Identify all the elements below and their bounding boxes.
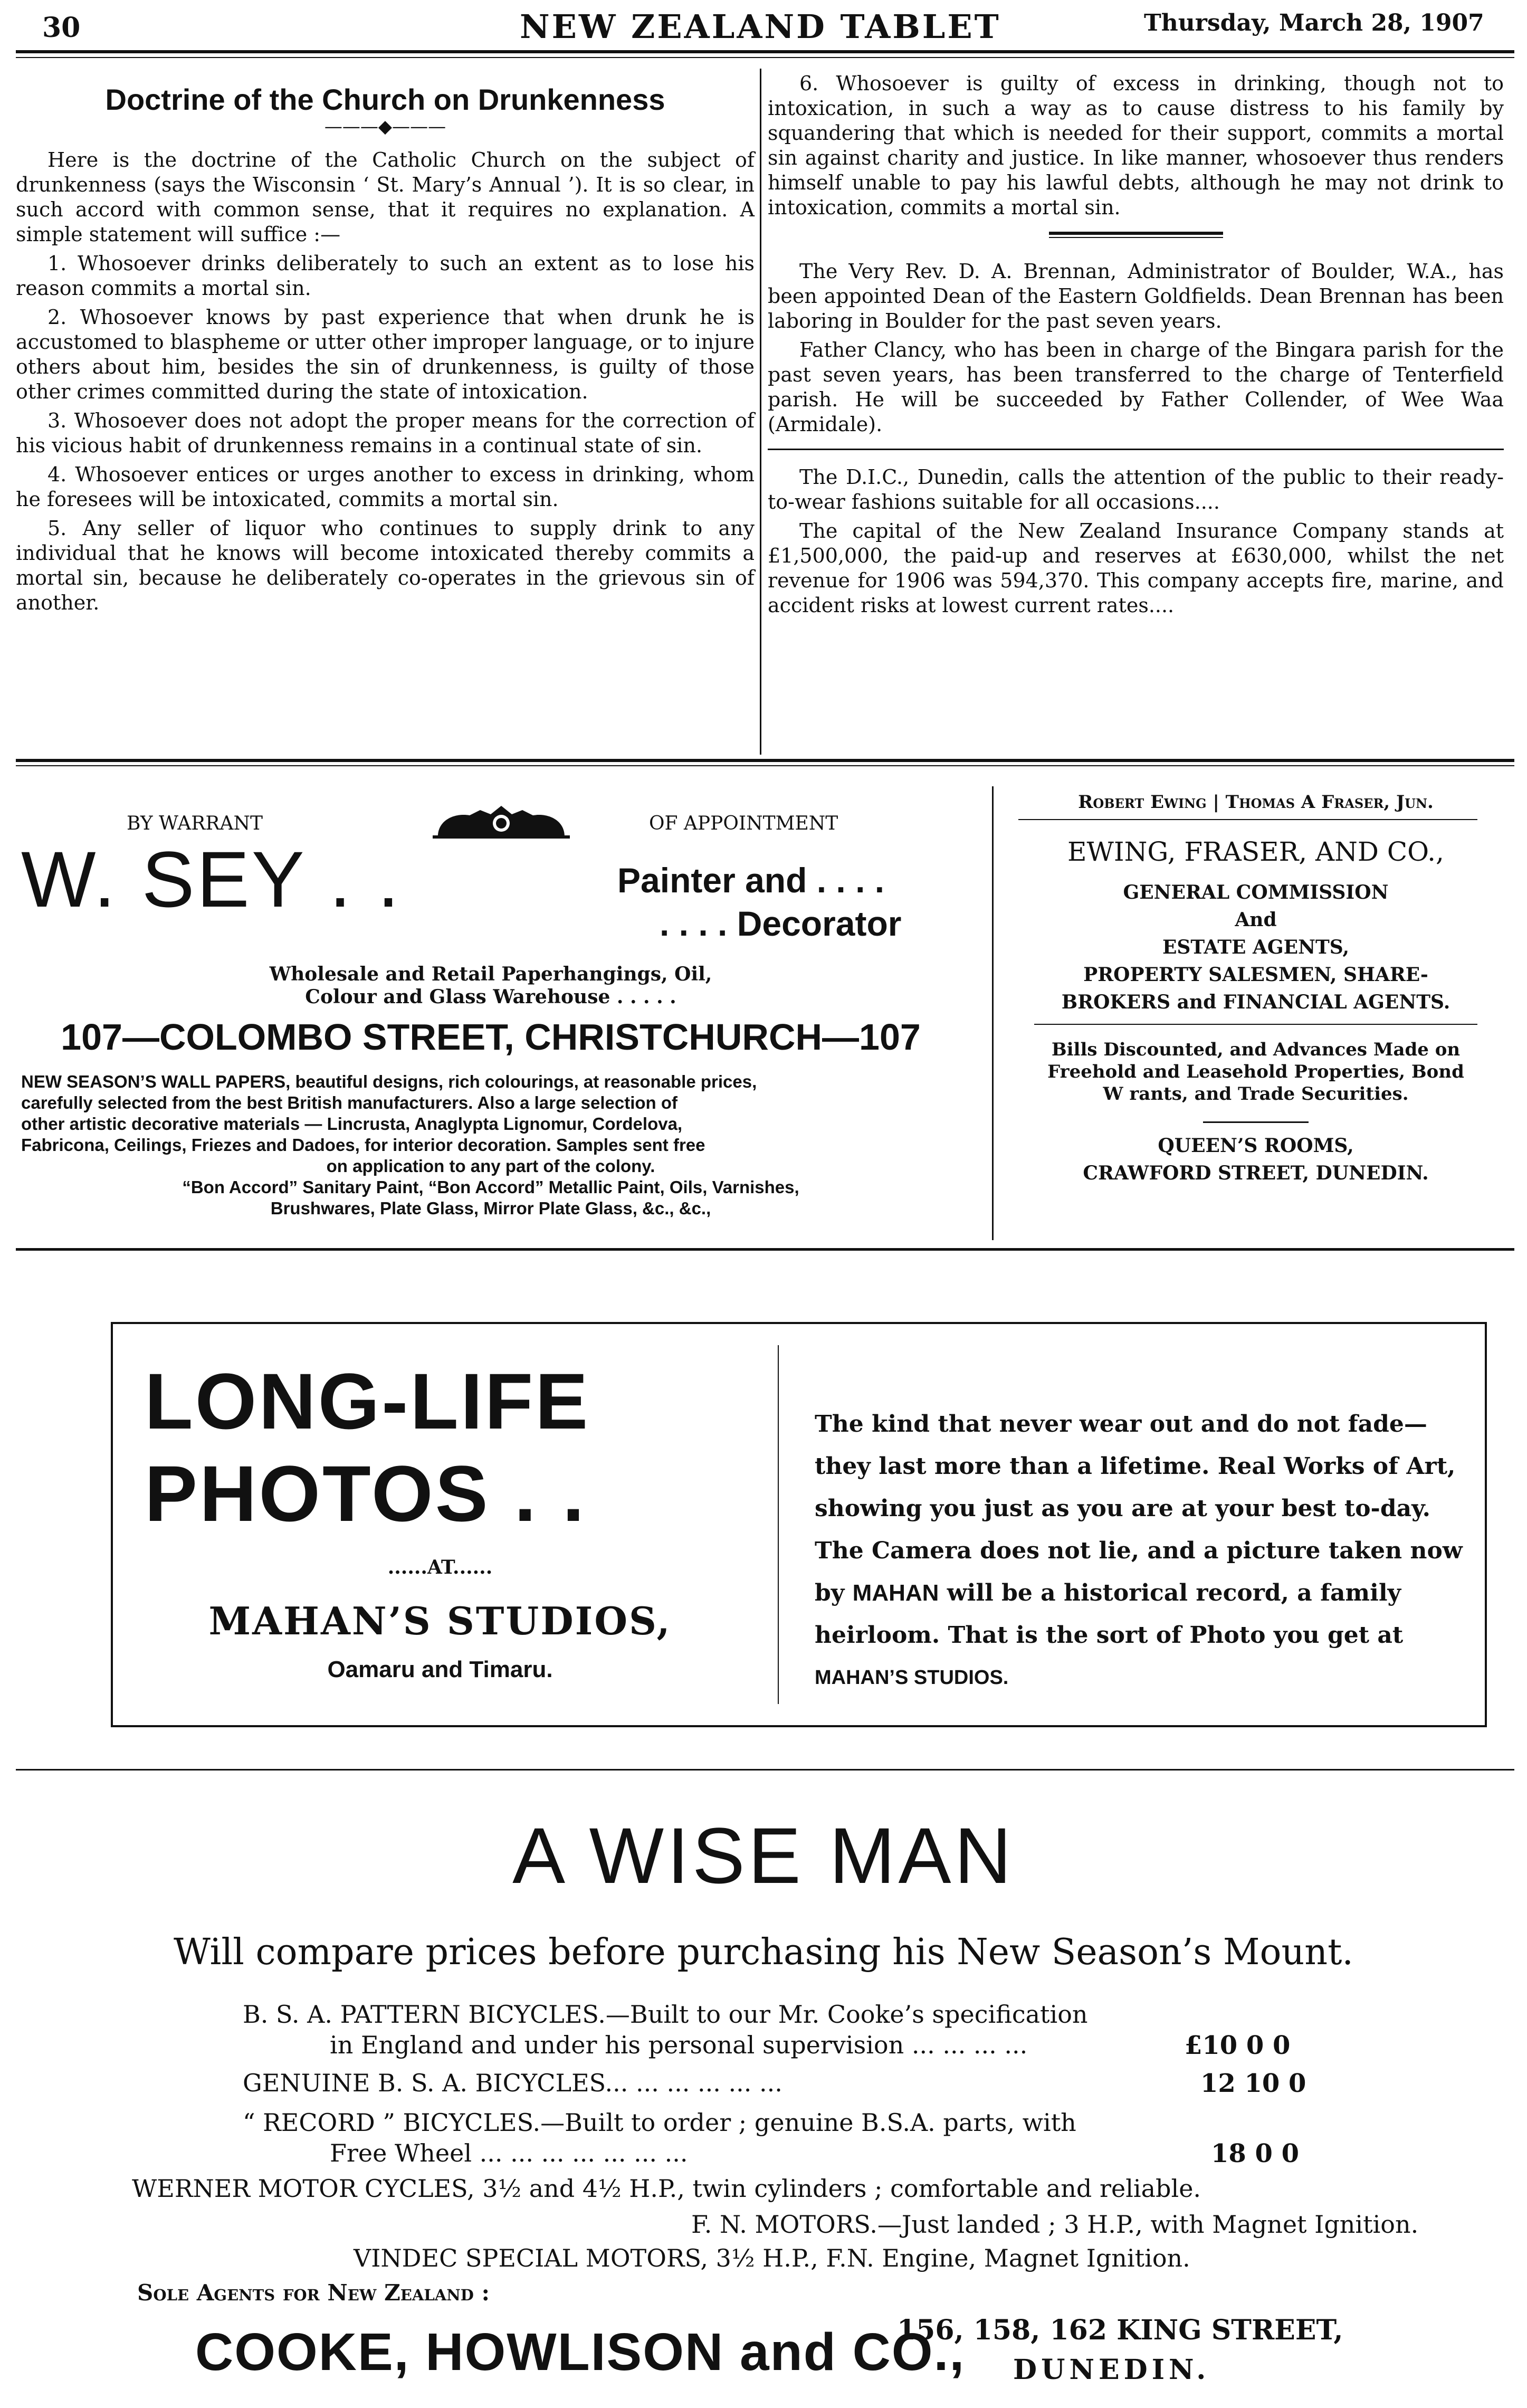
partner-names: Robert Ewing | Thomas A Fraser, Jun.	[1078, 792, 1434, 813]
mahan-copy-line: heirloom. That is the sort of Photo you get at	[815, 1622, 1404, 1649]
mahan-copy-line: showing you just as you are at your best to-day.	[815, 1495, 1430, 1522]
cooke-city: DUNEDIN.	[1013, 2354, 1210, 2386]
header-rule	[16, 50, 1514, 53]
mahan-at: ......AT......	[387, 1556, 493, 1578]
sey-body-line: carefully selected from the best British manufacturers. Also a large selection of	[21, 1093, 677, 1112]
column-divider	[760, 69, 761, 755]
price-item: WERNER MOTOR CYCLES, 3½ and 4½ H.P., twin cylinders ; comfortable and reliable.	[132, 2174, 1201, 2203]
painter-label: Painter and . . . .	[617, 861, 885, 900]
mahan-copy-word: will be a historical record, a family	[947, 1579, 1401, 1606]
mahan-advertisement	[111, 1322, 1487, 1727]
ewing-line: ESTATE AGENTS,	[1162, 936, 1350, 958]
ornament-divider: ———◆———	[324, 116, 446, 137]
ewing-bills-line: Bills Discounted, and Advances Made on	[1051, 1039, 1461, 1060]
price-item: F. N. MOTORS.—Just landed ; 3 H.P., with Magnet Ignition.	[691, 2210, 1419, 2239]
sey-body-line: on application to any part of the colony.	[326, 1156, 655, 1176]
ad-divider	[992, 786, 994, 1240]
separator	[1018, 819, 1477, 820]
ewing-advertisement	[1003, 786, 1509, 1240]
news-insurance: The capital of the New Zealand Insurance Company stands at £1,500,000, the paid-up and reserves at £630,000, whilst the net revenue for 1906 was 594,370. This company accepts fire, marine, and accident risks at lowest current rates....	[768, 519, 1504, 617]
publication-title: NEW ZEALAND TABLET	[520, 7, 1001, 46]
mahan-towns: Oamaru and Timaru.	[327, 1657, 553, 1682]
separator	[1034, 1024, 1477, 1025]
sey-name: W. SEY . .	[21, 835, 402, 924]
article-point-6: 6. Whosoever is guilty of excess in drinking, though not to intoxication, in such a way as to cause distress to his family by squandering that which is needed for their support, commits a mortal sin against charity and justice. In like manner, whosoever thus renders himself unable to pay his lawful debts, although he may not drink to intoxication, commits a mortal sin.	[768, 72, 1504, 219]
news-clancy: Father Clancy, who has been in charge of the Bingara parish for the past seven years, has been transferred to the charge of Tenterfield parish. He will be succeeded by Father Collender, of Wee Waa (Armidale).	[768, 338, 1504, 436]
ewing-location: QUEEN’S ROOMS,	[1158, 1135, 1354, 1157]
article	[16, 83, 755, 620]
cooke-street: 156, 158, 162 KING STREET,	[897, 2314, 1343, 2346]
article-point-1: 1. Whosoever drinks deliberately to such an extent as to lose his reason commits a mortal sin.	[16, 252, 755, 300]
price-item: “ RECORD ” BICYCLES.—Built to order ; genuine B.S.A. parts, with	[243, 2108, 1076, 2137]
article-intro: Here is the doctrine of the Catholic Church on the subject of drunkenness (says the Wisconsin ‘ St. Mary’s Annual ’). It is so clear, in such accord with common sense, that it requires no explanation. A simple statement will suffice :—	[16, 148, 755, 246]
mahan-copy-line: The Camera does not lie, and a picture taken now	[815, 1537, 1463, 1564]
ewing-line: BROKERS and FINANCIAL AGENTS.	[1061, 991, 1450, 1013]
wise-man-subhead: Will compare prices before purchasing his New Season’s Mount.	[173, 1931, 1354, 1973]
price-item: B. S. A. PATTERN BICYCLES.—Built to our Mr. Cooke’s specification	[243, 2000, 1088, 2029]
of-appointment: OF APPOINTMENT	[649, 813, 838, 834]
ewing-line: GENERAL COMMISSION	[1123, 881, 1389, 903]
ewing-bills	[1003, 1039, 1509, 1105]
news-dic: The D.I.C., Dunedin, calls the attention of the public to their ready-to-wear fashions suitable for all occasions....	[768, 465, 1504, 513]
firm-name: EWING, FRASER, AND CO.,	[1067, 836, 1444, 867]
separator-thin	[1049, 237, 1223, 238]
royal-coat-of-arms-icon	[422, 800, 580, 842]
mahan-copy-line: The kind that never wear out and do not fade—	[815, 1411, 1427, 1438]
separator	[1049, 232, 1223, 235]
article-point-5: 5. Any seller of liquor who continues to supply drink to any individual that he knows will become intoxicated thereby commits a mortal sin, because he deliberately co-operates in the grievous sin of another.	[16, 517, 755, 614]
ewing-line: PROPERTY SALESMEN, SHARE-	[1083, 964, 1428, 986]
mahan-copy	[815, 1403, 1474, 1699]
ewing-bills-line: Freehold and Leasehold Properties, Bond	[1047, 1061, 1464, 1082]
decorator-label: . . . . Decorator	[660, 904, 902, 943]
separator	[768, 449, 1504, 450]
sey-body-line: other artistic decorative materials — Lincrusta, Anaglypta Lignomur, Cordelova,	[21, 1114, 683, 1134]
price-item: Free Wheel ... ... ... ... ... ... ...	[330, 2139, 688, 2167]
mahan-copy-word: by	[815, 1579, 845, 1606]
wise-man-headline: A WISE MAN	[512, 1811, 1015, 1900]
price-item: GENUINE B. S. A. BICYCLES... ... ... ... ... ...	[243, 2069, 782, 2097]
sey-body-line: Brushwares, Plate Glass, Mirror Plate Glass, &c., &c.,	[270, 1198, 711, 1218]
sey-wholesale-1: Wholesale and Retail Paperhangings, Oil,	[269, 963, 712, 985]
mahan-headline-2: PHOTOS . .	[145, 1449, 587, 1538]
ewing-bills-line: W rants, and Trade Securities.	[1103, 1083, 1409, 1105]
page-number: 30	[42, 12, 81, 44]
news-brennan: The Very Rev. D. A. Brennan, Administrator of Boulder, W.A., has been appointed Dean of the Eastern Goldfields. Dean Brennan has been laboring in Boulder for the past seven years.	[768, 260, 1504, 332]
article-point-4: 4. Whosoever entices or urges another to excess in drinking, whom he foresees will be intoxicated, commits a mortal sin.	[16, 463, 755, 511]
section-rule	[16, 1769, 1514, 1771]
issue-date: Thursday, March 28, 1907	[1144, 9, 1484, 36]
mahan-copy-line: MAHAN’S STUDIOS.	[815, 1667, 1009, 1689]
price-item: in England and under his personal supervision ... ... ... ...	[330, 2031, 1028, 2059]
article-title: Doctrine of the Church on Drunkenness	[105, 83, 665, 116]
ewing-location: CRAWFORD STREET, DUNEDIN.	[1083, 1162, 1429, 1184]
sey-wholesale-2: Colour and Glass Warehouse . . . . .	[305, 986, 676, 1008]
mahan-copy-line: they last more than a lifetime. Real Works of Art,	[815, 1453, 1456, 1480]
sey-body	[21, 1071, 960, 1219]
mahan-copy-line	[815, 1572, 1474, 1614]
sey-address: 107—COLOMBO STREET, CHRISTCHURCH—107	[61, 1016, 921, 1058]
price-value: 12 10 0	[1200, 2069, 1306, 2098]
mahan-divider	[778, 1345, 779, 1704]
by-warrant: BY WARRANT	[127, 813, 263, 834]
header-rule-thin	[16, 57, 1514, 58]
article-point-3: 3. Whosoever does not adopt the proper means for the correction of his vicious habit of drunkenness remains in a continual state of sin.	[16, 409, 755, 457]
news-column	[768, 71, 1504, 622]
ewing-line: And	[1235, 909, 1277, 931]
price-item: VINDEC SPECIAL MOTORS, 3½ H.P., F.N. Engine, Magnet Ignition.	[354, 2244, 1190, 2272]
separator	[1203, 1121, 1309, 1123]
section-rule	[16, 1248, 1514, 1251]
price-value: 18 0 0	[1211, 2139, 1300, 2168]
cooke-firm-name: COOKE, HOWLISON and CO.,	[195, 2323, 966, 2382]
mahan-headline-1: LONG-LIFE	[145, 1357, 590, 1445]
section-rule-thin	[16, 765, 1514, 766]
mahan-brand: MAHAN	[852, 1580, 939, 1606]
sey-body-line: Fabricona, Ceilings, Friezes and Dadoes, for interior decoration. Samples sent free	[21, 1135, 705, 1155]
mahan-studio-name: MAHAN’S STUDIOS,	[208, 1598, 672, 1643]
article-point-2: 2. Whosoever knows by past experience that when drunk he is accustomed to blaspheme or utter other improper language, or to injure others about him, besides the sin of drunkenness, is guilty of those other crimes committed during the state of intoxication.	[16, 306, 755, 403]
sey-advertisement	[16, 786, 960, 1277]
sey-body-line: NEW SEASON’S WALL PAPERS, beautiful designs, rich colourings, at reasonable prices,	[21, 1072, 757, 1091]
sole-agents: Sole Agents for New Zealand :	[137, 2280, 490, 2306]
section-rule	[16, 759, 1514, 762]
sey-body-line: “Bon Accord” Sanitary Paint, “Bon Accord” Metallic Paint, Oils, Varnishes,	[182, 1177, 799, 1197]
price-value: £10 0 0	[1185, 2031, 1291, 2060]
